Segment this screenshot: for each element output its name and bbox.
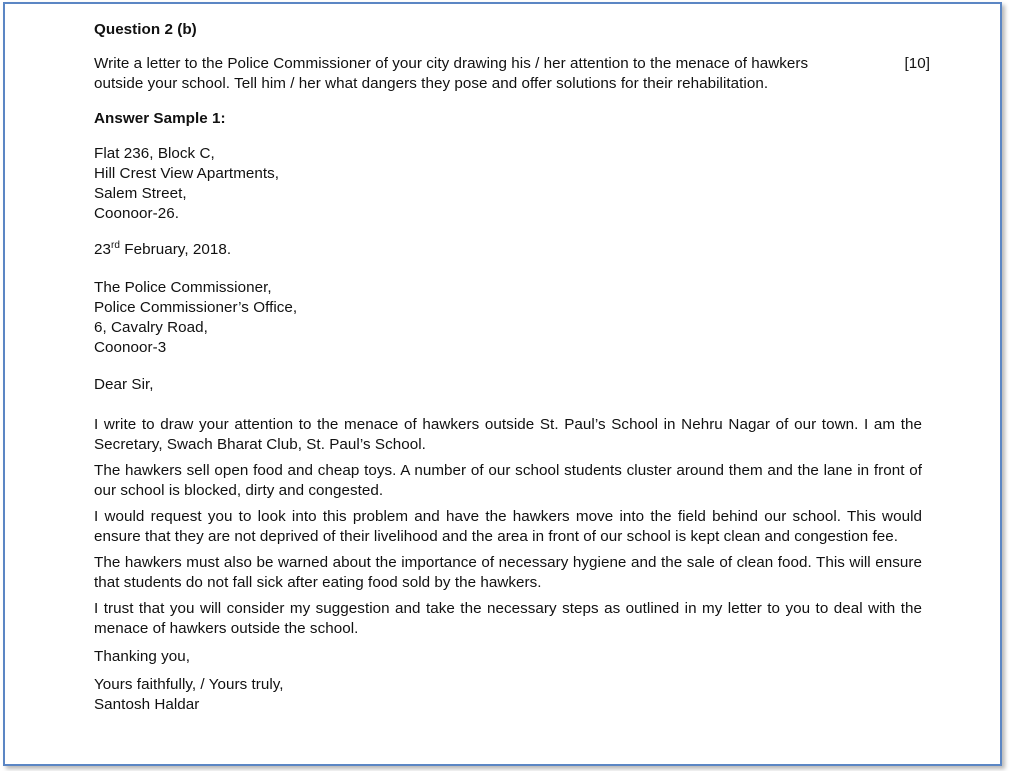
body-paragraph: The hawkers must also be warned about the importance of necessary hygiene and the sale of clean food. This will ensure that students do not fall sick after eating food sold by the hawkers. <box>94 554 922 591</box>
date-day: 23 <box>94 241 111 258</box>
signer-name: Santosh Haldar <box>94 696 200 713</box>
question-heading: Question 2 (b) <box>94 21 197 38</box>
recipient-address-line: The Police Commissioner, <box>94 279 272 296</box>
closing-line: Thanking you, <box>94 648 191 665</box>
date-rest: February, 2018. <box>120 241 232 258</box>
signoff <box>94 675 922 715</box>
document-frame <box>3 2 1002 766</box>
date-suffix: rd <box>111 239 120 251</box>
body-paragraph: The hawkers sell open food and cheap toys. A number of our school students cluster around them and the lane in front of our school is blocked, dirty and congested. <box>94 462 922 499</box>
document-content <box>94 20 930 715</box>
recipient-address <box>94 278 922 358</box>
sender-address <box>94 144 922 224</box>
recipient-address-line: Coonoor-3 <box>94 339 167 356</box>
question-block <box>94 54 930 94</box>
body-paragraph: I would request you to look into this problem and have the hawkers move into the field behind our school. This would ensure that they are not deprived of their livelihood and the area in front of our school is kept clean and congestion fee. <box>94 508 922 545</box>
signoff-phrase: Yours faithfully, / Yours truly, <box>94 676 284 693</box>
answer-heading: Answer Sample 1: <box>94 110 226 127</box>
recipient-address-line: 6, Cavalry Road, <box>94 319 208 336</box>
sender-address-line: Flat 236, Block C, <box>94 145 215 162</box>
recipient-address-line: Police Commissioner’s Office, <box>94 299 298 316</box>
sender-address-line: Salem Street, <box>94 185 187 202</box>
salutation: Dear Sir, <box>94 376 154 393</box>
body-paragraph: I trust that you will consider my suggestion and take the necessary steps as outlined in my letter to you to deal with the menace of hawkers outside the school. <box>94 600 922 637</box>
question-text: Write a letter to the Police Commissioner of your city drawing his / her attention to the menace of hawkers outside your school. Tell him / her what dangers they pose and offer solutions for their rehabilitation. <box>94 55 809 92</box>
question-marks: [10] <box>904 55 930 72</box>
body-paragraph: I write to draw your attention to the menace of hawkers outside St. Paul’s School in Nehru Nagar of our town. I am the Secretary, Swach Bharat Club, St. Paul’s School. <box>94 416 922 453</box>
sender-address-line: Hill Crest View Apartments, <box>94 165 280 182</box>
sender-address-line: Coonoor-26. <box>94 205 179 222</box>
letter-date <box>94 240 922 260</box>
